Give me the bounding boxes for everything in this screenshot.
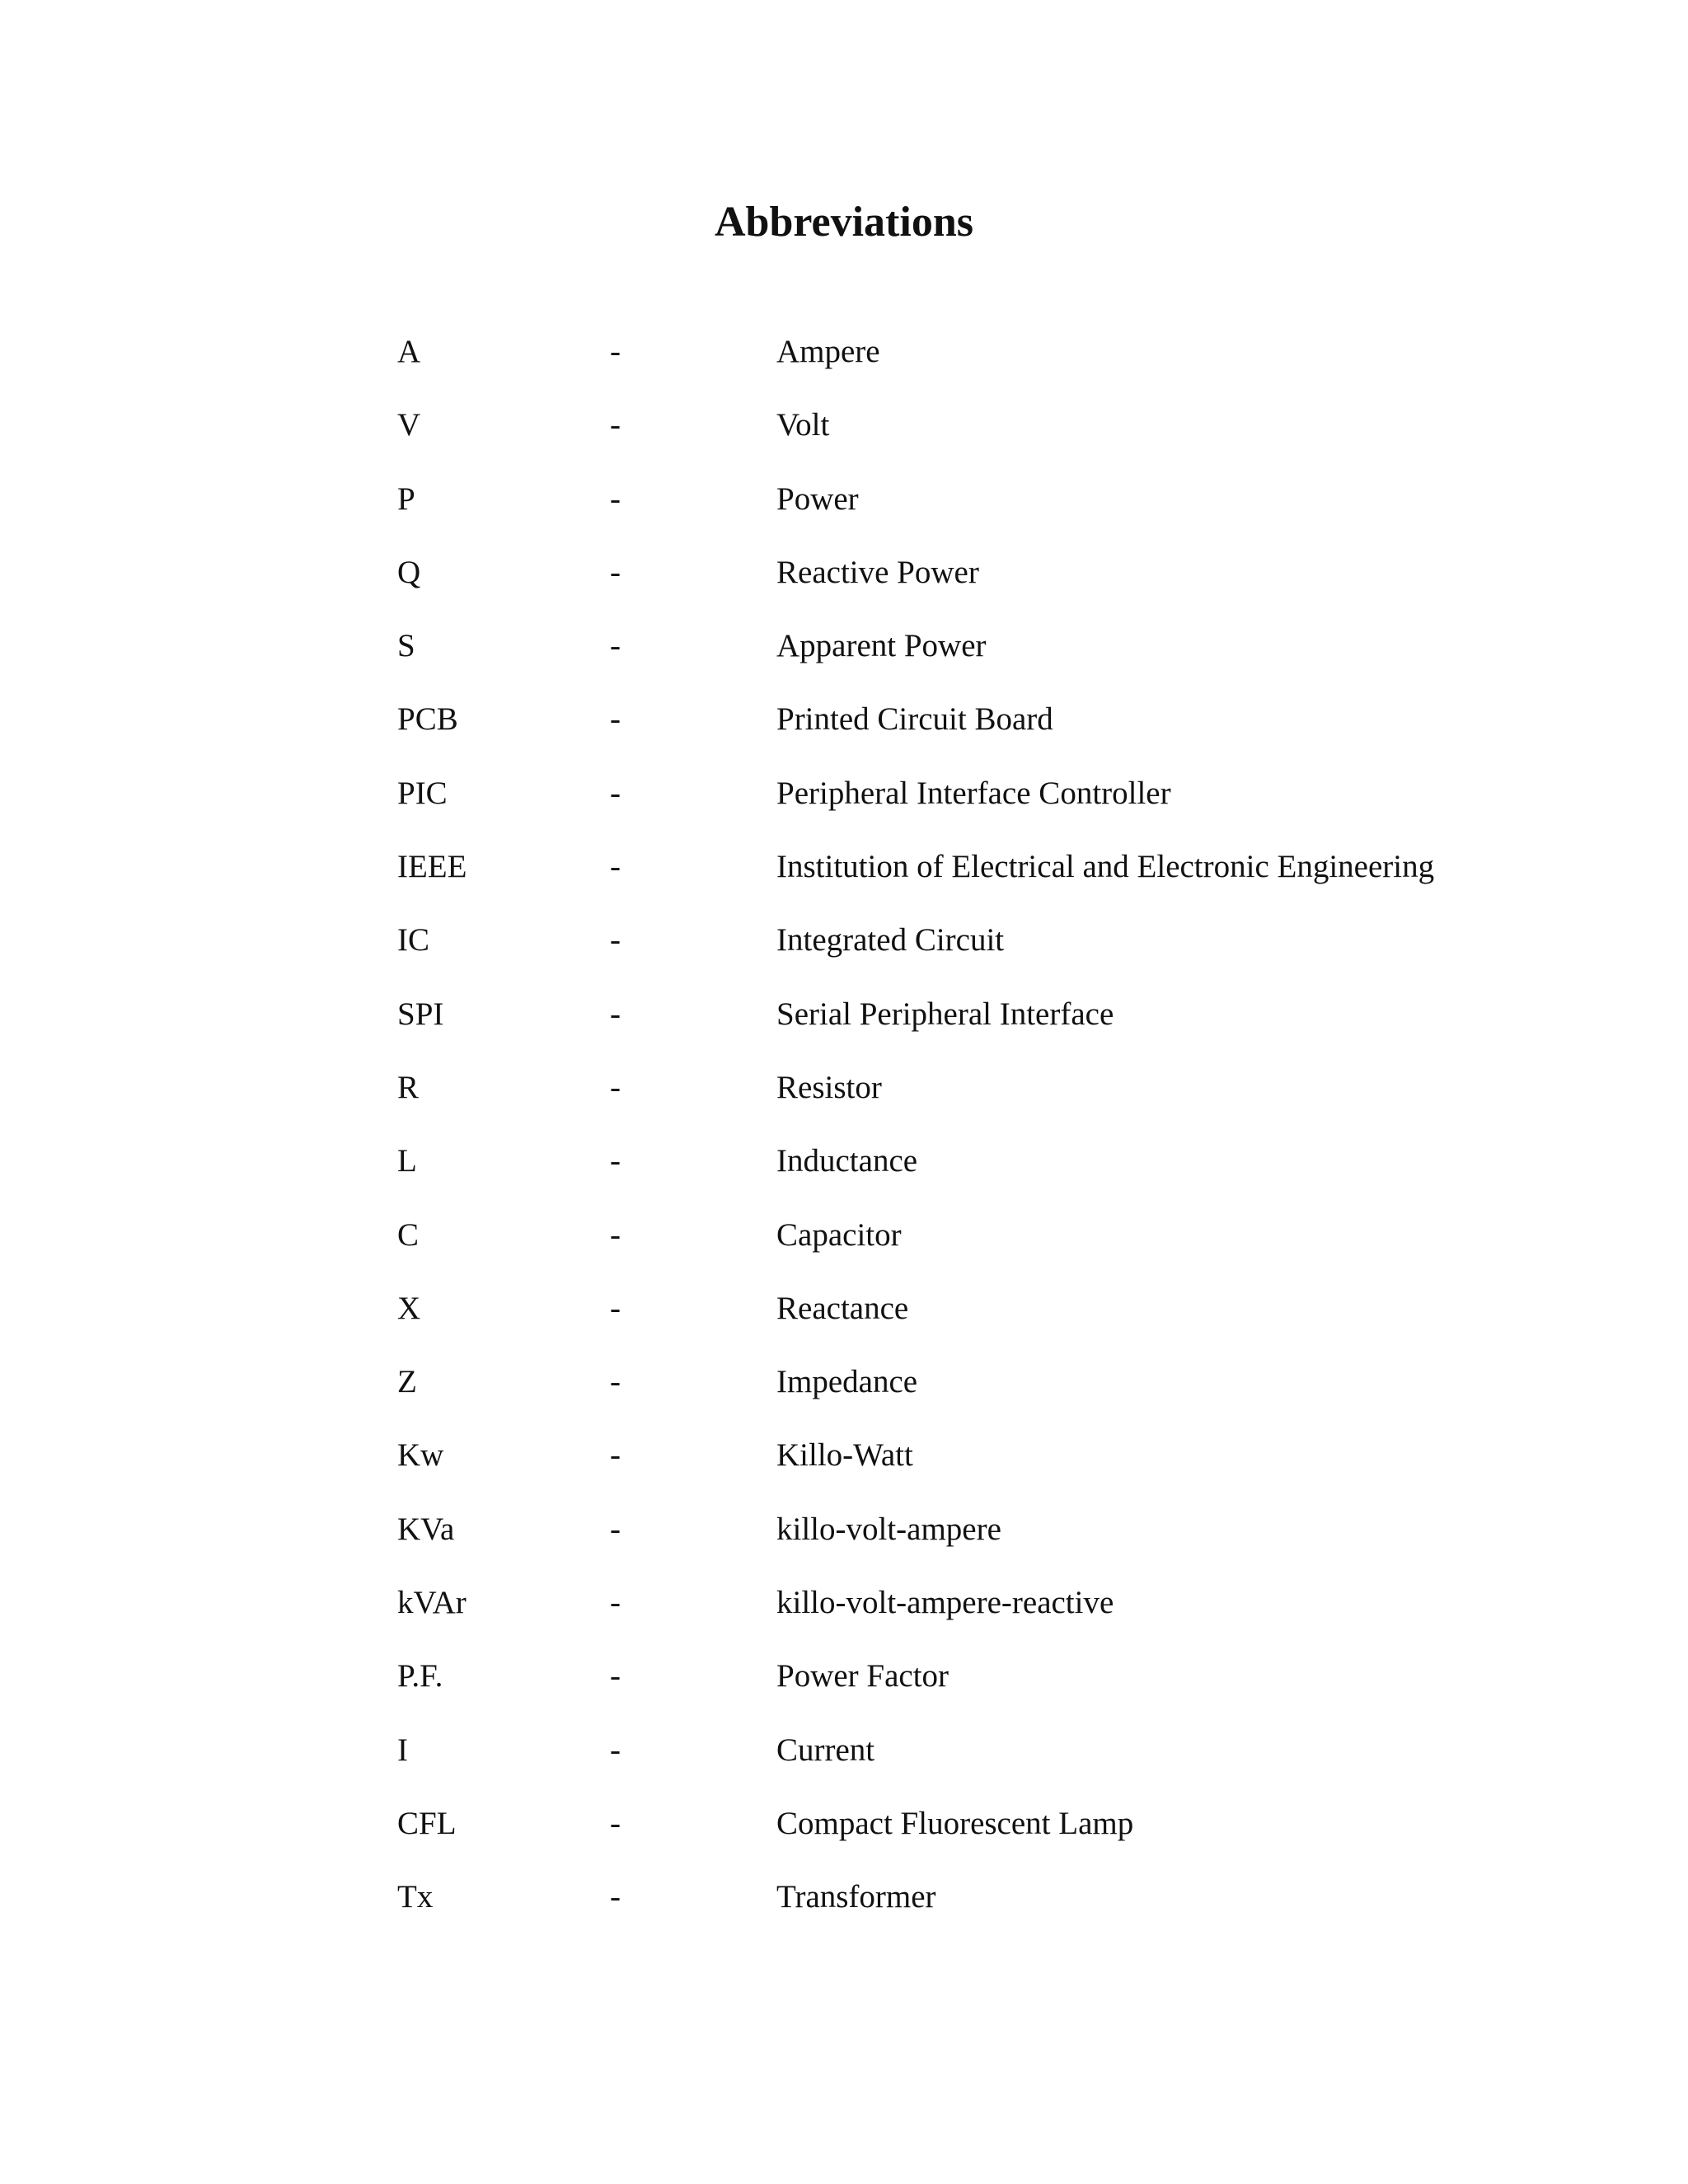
abbreviation-row bbox=[397, 1875, 1551, 1948]
abbreviation-term: Q bbox=[397, 554, 421, 590]
abbreviation-meaning: Ampere bbox=[776, 334, 880, 369]
separator-dash: - bbox=[610, 1805, 621, 1841]
abbreviation-meaning: Impedance bbox=[776, 1364, 918, 1400]
abbreviation-meaning: killo-volt-ampere bbox=[776, 1511, 1001, 1547]
separator-dash: - bbox=[610, 554, 621, 590]
abbreviation-meaning: Inductance bbox=[776, 1143, 918, 1179]
separator-dash: - bbox=[610, 1879, 621, 1915]
abbreviation-row bbox=[397, 1728, 1551, 1802]
abbreviation-term: PIC bbox=[397, 775, 448, 811]
abbreviation-meaning: Institution of Electrical and Electronic Engineering bbox=[776, 849, 1435, 885]
abbreviation-meaning: Printed Circuit Board bbox=[776, 701, 1053, 738]
abbreviation-meaning: Transformer bbox=[776, 1879, 936, 1915]
separator-dash: - bbox=[610, 334, 621, 369]
abbreviation-term: KVa bbox=[397, 1511, 455, 1547]
separator-dash: - bbox=[610, 1732, 621, 1768]
separator-dash: - bbox=[610, 407, 621, 443]
abbreviation-row bbox=[397, 624, 1551, 697]
abbreviation-term: IEEE bbox=[397, 849, 467, 885]
abbreviation-term: kVAr bbox=[397, 1585, 467, 1621]
abbreviation-meaning: Reactive Power bbox=[776, 554, 979, 590]
abbreviation-meaning: Current bbox=[776, 1732, 875, 1768]
separator-dash: - bbox=[610, 849, 621, 885]
abbreviation-meaning: killo-volt-ampere-reactive bbox=[776, 1585, 1114, 1621]
abbreviation-term: PCB bbox=[397, 701, 458, 738]
separator-dash: - bbox=[610, 1216, 621, 1253]
separator-dash: - bbox=[610, 1069, 621, 1105]
abbreviation-row bbox=[397, 403, 1551, 476]
abbreviation-row bbox=[397, 1139, 1551, 1212]
separator-dash: - bbox=[610, 996, 621, 1032]
abbreviation-term: X bbox=[397, 1290, 421, 1326]
abbreviation-row bbox=[397, 1581, 1551, 1654]
abbreviation-row bbox=[397, 771, 1551, 845]
abbreviation-row bbox=[397, 1286, 1551, 1360]
abbreviation-meaning: Resistor bbox=[776, 1069, 882, 1105]
abbreviation-term: L bbox=[397, 1143, 417, 1179]
abbreviation-row bbox=[397, 697, 1551, 771]
abbreviation-meaning: Compact Fluorescent Lamp bbox=[776, 1805, 1134, 1841]
abbreviation-term: IC bbox=[397, 922, 429, 958]
abbreviation-row bbox=[397, 1507, 1551, 1581]
abbreviation-meaning: Peripheral Interface Controller bbox=[776, 775, 1171, 811]
abbreviation-row bbox=[397, 1802, 1551, 1875]
abbreviation-term: C bbox=[397, 1216, 420, 1253]
abbreviation-meaning: Integrated Circuit bbox=[776, 922, 1005, 958]
abbreviation-meaning: Serial Peripheral Interface bbox=[776, 996, 1114, 1032]
separator-dash: - bbox=[610, 1437, 621, 1474]
abbreviation-row bbox=[397, 477, 1551, 551]
abbreviation-row bbox=[397, 551, 1551, 624]
abbreviation-term: Z bbox=[397, 1364, 417, 1400]
abbreviation-term: Tx bbox=[397, 1879, 434, 1915]
abbreviation-list bbox=[397, 330, 1551, 1949]
abbreviation-row bbox=[397, 918, 1551, 991]
abbreviation-meaning: Volt bbox=[776, 407, 830, 443]
abbreviation-term: I bbox=[397, 1732, 408, 1768]
abbreviation-meaning: Apparent Power bbox=[776, 628, 987, 664]
abbreviation-meaning: Power bbox=[776, 480, 859, 517]
separator-dash: - bbox=[610, 1658, 621, 1694]
abbreviation-term: Kw bbox=[397, 1437, 444, 1474]
abbreviation-row bbox=[397, 845, 1551, 918]
abbreviation-row bbox=[397, 1213, 1551, 1286]
abbreviation-row bbox=[397, 992, 1551, 1066]
separator-dash: - bbox=[610, 480, 621, 517]
separator-dash: - bbox=[610, 701, 621, 738]
abbreviation-meaning: Reactance bbox=[776, 1290, 909, 1326]
abbreviation-term: R bbox=[397, 1069, 420, 1105]
abbreviation-term: S bbox=[397, 628, 415, 664]
abbreviation-row bbox=[397, 1654, 1551, 1727]
page-title: Abbreviations bbox=[715, 199, 973, 246]
abbreviation-meaning: Capacitor bbox=[776, 1216, 902, 1253]
separator-dash: - bbox=[610, 1585, 621, 1621]
separator-dash: - bbox=[610, 1511, 621, 1547]
abbreviation-term: P.F. bbox=[397, 1658, 443, 1694]
abbreviation-term: A bbox=[397, 334, 421, 369]
abbreviation-meaning: Killo-Watt bbox=[776, 1437, 913, 1474]
abbreviation-meaning: Power Factor bbox=[776, 1658, 950, 1694]
separator-dash: - bbox=[610, 922, 621, 958]
separator-dash: - bbox=[610, 775, 621, 811]
separator-dash: - bbox=[610, 628, 621, 664]
abbreviation-row bbox=[397, 1066, 1551, 1139]
separator-dash: - bbox=[610, 1364, 621, 1400]
abbreviation-term: CFL bbox=[397, 1805, 457, 1841]
abbreviation-row bbox=[397, 330, 1551, 403]
abbreviation-term: V bbox=[397, 407, 421, 443]
separator-dash: - bbox=[610, 1143, 621, 1179]
abbreviation-row bbox=[397, 1360, 1551, 1433]
abbreviation-term: SPI bbox=[397, 996, 444, 1032]
abbreviation-row bbox=[397, 1433, 1551, 1507]
abbreviation-term: P bbox=[397, 480, 415, 517]
separator-dash: - bbox=[610, 1290, 621, 1326]
